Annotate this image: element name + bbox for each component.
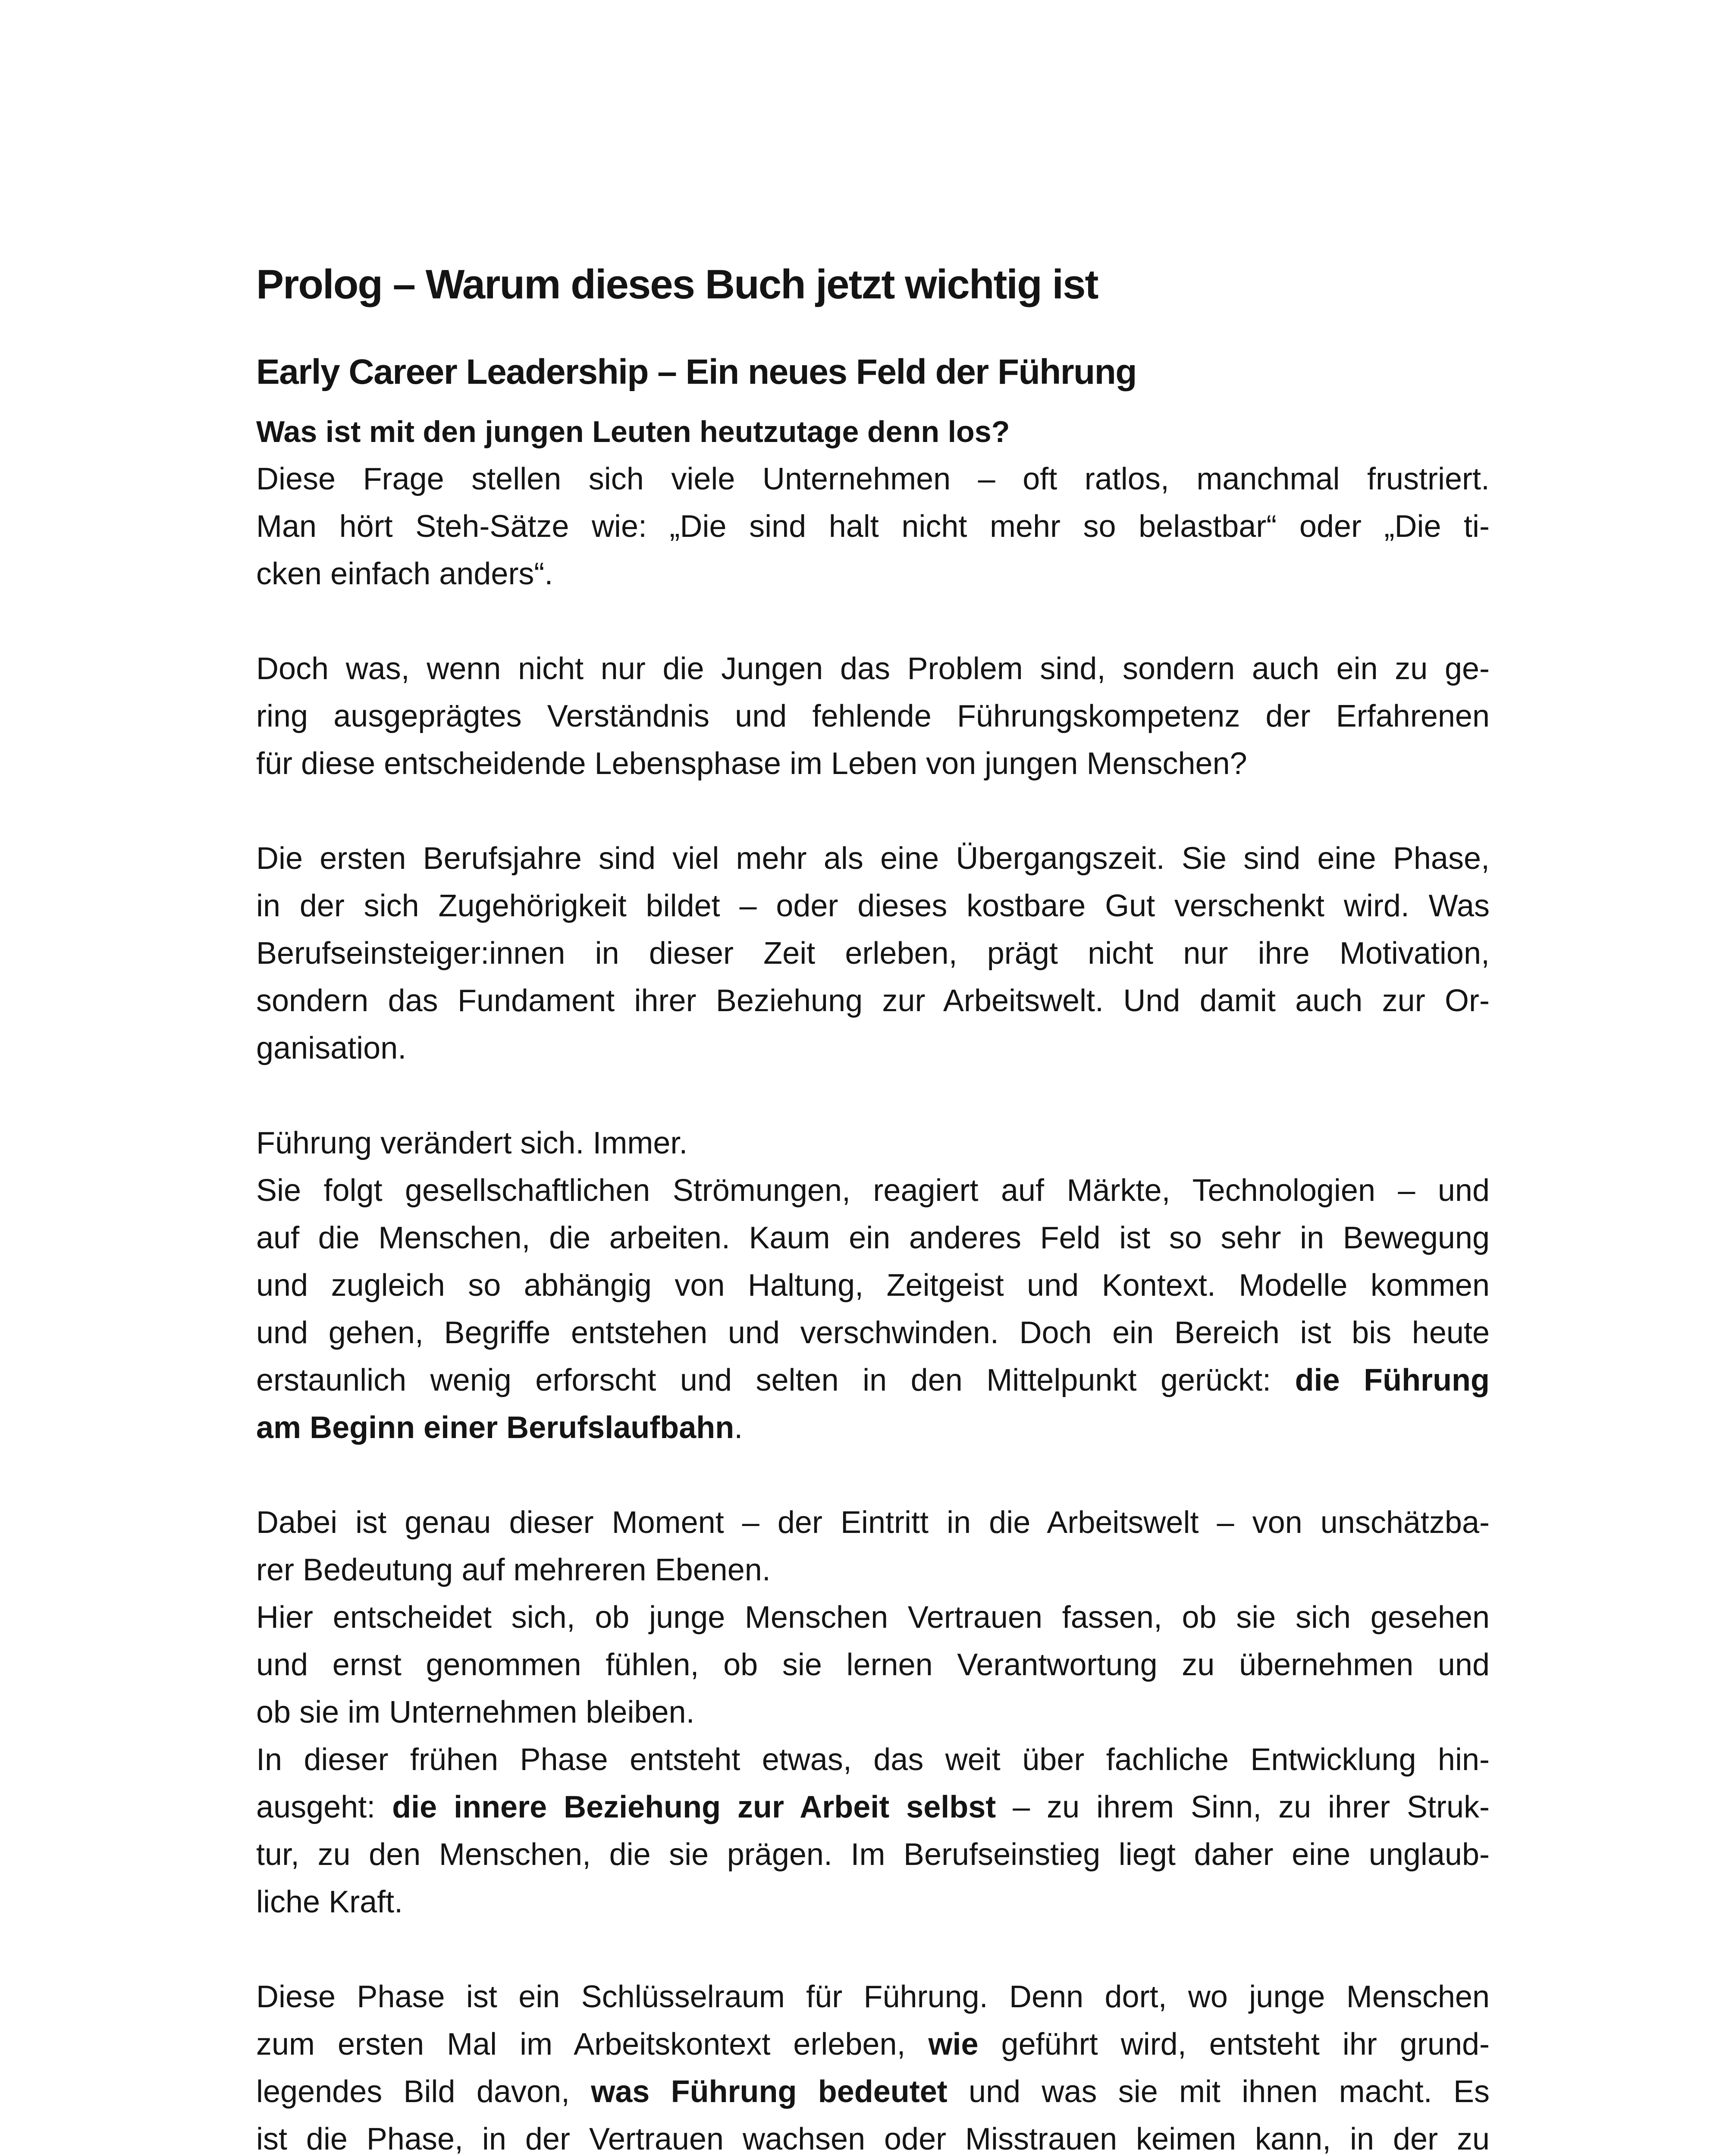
text-line: und ernst genommen fühlen, ob sie lernen Verantwortung zu übernehmen und — [256, 1648, 1490, 1682]
emphasis-text: die Führung — [1295, 1363, 1490, 1398]
paragraph-4 — [256, 1119, 1490, 1451]
book-page — [256, 259, 1490, 2156]
emphasis-text: am Beginn einer Berufslaufbahn — [256, 1410, 734, 1445]
paragraph-6 — [256, 1973, 1490, 2156]
text-line: und gehen, Begriffe entstehen und verschwinden. Doch ein Bereich ist bis heute — [256, 1316, 1490, 1350]
text-line — [256, 2021, 1490, 2068]
text-segment: zum ersten Mal im Arbeitskontext erleben, — [256, 2027, 929, 2062]
text-segment: . — [734, 1410, 743, 1445]
paragraph-3 — [256, 835, 1490, 1072]
text-segment: legendes Bild davon, — [256, 2075, 591, 2109]
chapter-title: Prolog – Warum dieses Buch jetzt wichtig ist — [256, 261, 1098, 307]
text-line: für diese entscheidende Lebensphase im Leben von jungen Menschen? — [256, 746, 1247, 781]
text-segment: und was sie mit ihnen macht. Es — [947, 2075, 1490, 2109]
text-line: rer Bedeutung auf mehreren Ebenen. — [256, 1553, 771, 1587]
text-line: ring ausgeprägtes Verständnis und fehlende Führungskompetenz der Erfahrenen — [256, 699, 1490, 733]
emphasis-text: was Führung bedeutet — [591, 2075, 948, 2109]
text-line: Man hört Steh-Sätze wie: „Die sind halt nicht mehr so belastbar“ oder „Die ti- — [256, 509, 1490, 544]
text-line: ist die Phase, in der Vertrauen wachsen oder Misstrauen keimen kann, in der zu — [256, 2122, 1490, 2156]
text-line — [256, 2068, 1490, 2115]
text-line: Diese Frage stellen sich viele Unternehmen – oft ratlos, manchmal frustriert. — [256, 462, 1490, 496]
text-line: liche Kraft. — [256, 1885, 403, 1919]
section-title: Early Career Leadership – Ein neues Feld der Führung — [256, 352, 1136, 392]
text-line: Berufseinsteiger:innen in dieser Zeit erleben, prägt nicht nur ihre Motivation, — [256, 936, 1490, 971]
text-line: Dabei ist genau dieser Moment – der Eintritt in die Arbeitswelt – von unschätzba- — [256, 1505, 1490, 1540]
paragraph-5 — [256, 1499, 1490, 1926]
text-segment: erstaunlich wenig erforscht und selten in den Mittelpunkt gerückt: — [256, 1363, 1295, 1398]
text-segment: – zu ihrem Sinn, zu ihrer Struk- — [996, 1790, 1490, 1824]
text-line: Hier entscheidet sich, ob junge Menschen Vertrauen fassen, ob sie sich gesehen — [256, 1600, 1490, 1635]
emphasis-text: wie — [928, 2027, 979, 2062]
text-line: auf die Menschen, die arbeiten. Kaum ein anderes Feld ist so sehr in Bewegung — [256, 1221, 1490, 1255]
text-line: Führung verändert sich. Immer. — [256, 1126, 688, 1160]
paragraph-2 — [256, 645, 1490, 787]
text-line — [256, 1357, 1490, 1404]
text-line: in der sich Zugehörigkeit bildet – oder dieses kostbare Gut verschenkt wird. Was — [256, 889, 1490, 923]
text-line: cken einfach anders“. — [256, 557, 553, 591]
text-line: ganisation. — [256, 1031, 407, 1065]
text-line: In dieser frühen Phase entsteht etwas, das weit über fachliche Entwicklung hin- — [256, 1742, 1490, 1777]
text-segment: geführt wird, entsteht ihr grund- — [978, 2027, 1490, 2062]
text-line: sondern das Fundament ihrer Beziehung zur Arbeitswelt. Und damit auch zur Or- — [256, 984, 1490, 1018]
lead-question: Was ist mit den jungen Leuten heutzutage denn los? — [256, 415, 1010, 448]
text-line: Sie folgt gesellschaftlichen Strömungen, reagiert auf Märkte, Technologien – und — [256, 1173, 1490, 1208]
text-line: Doch was, wenn nicht nur die Jungen das Problem sind, sondern auch ein zu ge- — [256, 652, 1490, 686]
text-segment: ausgeht: — [256, 1790, 392, 1824]
text-line — [256, 1404, 1490, 1451]
paragraph-1 — [256, 455, 1490, 598]
text-line: und zugleich so abhängig von Haltung, Zeitgeist und Kontext. Modelle kommen — [256, 1268, 1490, 1303]
text-line — [256, 1783, 1490, 1831]
text-line: ob sie im Unternehmen bleiben. — [256, 1695, 695, 1730]
text-line: tur, zu den Menschen, die sie prägen. Im Berufseinstieg liegt daher eine unglaub- — [256, 1837, 1490, 1872]
emphasis-text: die innere Beziehung zur Arbeit selbst — [392, 1790, 996, 1824]
text-line: Die ersten Berufsjahre sind viel mehr als eine Übergangszeit. Sie sind eine Phase, — [256, 841, 1490, 876]
text-line: Diese Phase ist ein Schlüsselraum für Führung. Denn dort, wo junge Menschen — [256, 1980, 1490, 2014]
